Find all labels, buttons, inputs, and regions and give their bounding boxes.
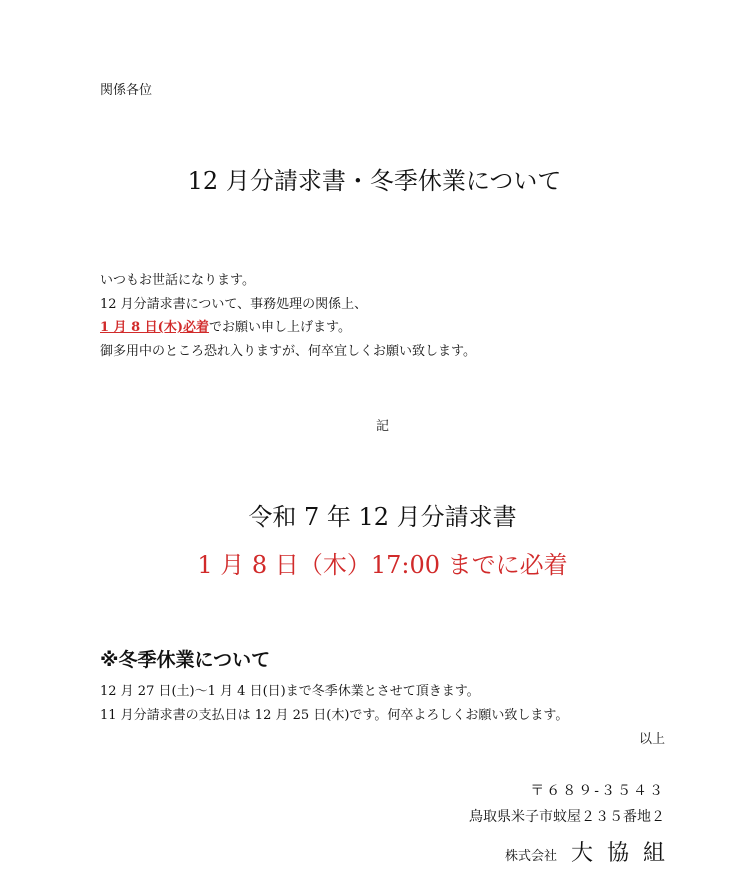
greeting-line-2: 12 月分請求書について、事務処理の関係上、 <box>100 296 368 312</box>
closure-line-2: 11 月分請求書の支払日は 12 月 25 日(木)です。何卒よろしくお願い致します。 <box>100 708 569 723</box>
greeting-line-4: 御多用中のところ恐れ入りますが、何卒宜しくお願い致します。 <box>100 343 476 359</box>
greeting-paragraph <box>100 274 476 368</box>
ki-marker: 記 <box>375 419 389 434</box>
winter-closure-body <box>100 685 568 733</box>
deadline-notice: 1 月 8 日（木）17:00 までに必着 <box>197 551 568 579</box>
sender-address: 鳥取県米子市蚊屋２３５番地２ <box>469 809 665 825</box>
greeting-line-3 <box>100 321 476 345</box>
document-title: 12 月分請求書・冬季休業について <box>187 167 562 195</box>
greeting-line-3-rest: でお願い申し上げます。 <box>208 320 351 335</box>
main-item: 令和 7 年 12 月分請求書 <box>248 503 517 531</box>
greeting-line-1: いつもお世話になります。 <box>100 273 255 288</box>
winter-closure-heading: ※冬季休業について <box>100 649 271 671</box>
ijou-closing: 以上 <box>638 732 665 747</box>
company-type: 株式会社 <box>504 849 557 864</box>
addressee: 関係各位 <box>100 83 153 98</box>
company-name: 大協組 <box>570 841 679 866</box>
company <box>504 836 679 867</box>
deadline-emphasis: 1 月 8 日(木)必着 <box>100 320 209 335</box>
postal-code: 〒６８９-３５４３ <box>530 783 665 799</box>
closure-line-1: 12 月 27 日(土)～1 月 4 日(日)まで冬季休業とさせて頂きます。 <box>100 684 480 699</box>
